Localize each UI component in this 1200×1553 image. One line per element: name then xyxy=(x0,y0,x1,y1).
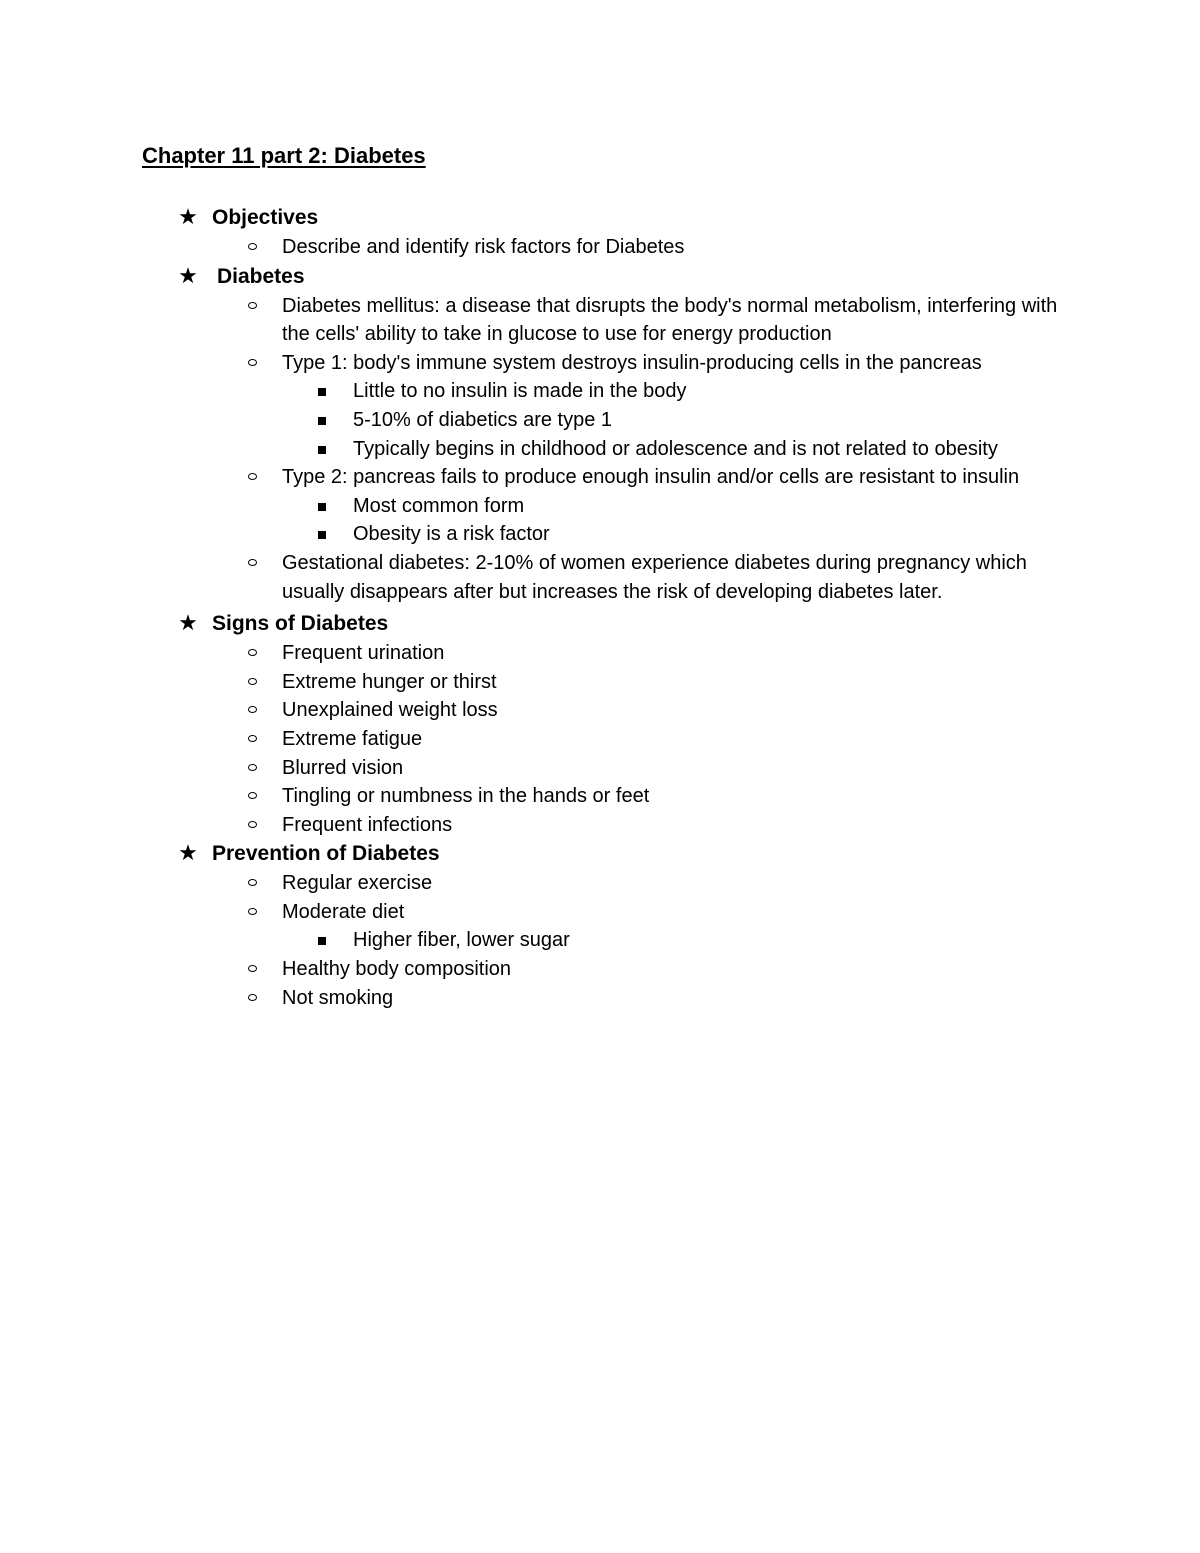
circle-bullet-icon xyxy=(248,243,257,250)
sub-list-item-text: Higher fiber, lower sugar xyxy=(353,929,570,952)
list-item xyxy=(0,984,1072,1013)
list-item-text: Blurred vision xyxy=(282,756,404,779)
section-items xyxy=(0,292,1200,607)
list-item-text: Not smoking xyxy=(282,986,394,1009)
list-item-text: Healthy body composition xyxy=(282,958,512,981)
list-item-text: Type 2: pancreas fails to produce enough insulin and/or cells are resistant to insulin xyxy=(282,466,1020,489)
list-item xyxy=(0,754,1072,783)
list-item xyxy=(0,955,1072,984)
section-prevention-of-diabetes xyxy=(0,839,1200,1012)
sub-list xyxy=(282,492,1072,549)
list-item-text: Diabetes mellitus: a disease that disrupts the body's normal metabolism, interfering with the cells' ability to take in glucose to use for energy production xyxy=(282,294,1058,346)
star-bullet-icon: ★ xyxy=(178,205,198,230)
list-item-text: Tingling or numbness in the hands or feet xyxy=(282,785,650,808)
document-title: Chapter 11 part 2: Diabetes xyxy=(142,143,426,168)
square-bullet-icon xyxy=(318,531,326,539)
circle-bullet-icon xyxy=(248,764,257,771)
sub-list-item-text: Little to no insulin is made in the body xyxy=(353,380,687,403)
sub-list-item xyxy=(0,435,1073,464)
section-heading: Prevention of Diabetes xyxy=(212,842,440,866)
circle-bullet-icon xyxy=(248,792,257,799)
list-item xyxy=(0,782,1072,811)
square-bullet-icon xyxy=(318,388,326,396)
square-bullet-icon xyxy=(318,937,326,945)
sub-list-item-text: Most common form xyxy=(353,494,525,517)
star-bullet-icon: ★ xyxy=(178,263,198,289)
list-item xyxy=(0,898,1072,955)
list-item-text: Moderate diet xyxy=(282,900,405,923)
sub-list-item xyxy=(0,377,1073,406)
sub-list xyxy=(282,377,1072,463)
section-items xyxy=(0,639,1200,839)
circle-bullet-icon xyxy=(248,559,257,566)
section-heading: Signs of Diabetes xyxy=(212,612,389,636)
circle-bullet-icon xyxy=(248,359,257,366)
circle-bullet-icon xyxy=(248,473,257,480)
star-bullet-icon: ★ xyxy=(178,611,198,637)
list-item xyxy=(0,668,1072,697)
list-item xyxy=(0,233,1072,262)
list-item xyxy=(0,696,1072,725)
list-item-text: Regular exercise xyxy=(282,872,433,895)
section-objectives xyxy=(0,203,1200,262)
list-item-text: Gestational diabetes: 2-10% of women experience diabetes during pregnancy which usually disappears after but increases the risk of developing diabetes later. xyxy=(282,551,1027,603)
list-item xyxy=(0,639,1072,668)
list-item xyxy=(0,549,1072,606)
circle-bullet-icon xyxy=(248,678,257,685)
list-item xyxy=(0,349,1072,463)
section-header xyxy=(0,262,1200,292)
list-item xyxy=(0,463,1072,549)
sub-list-item xyxy=(0,406,1073,435)
circle-bullet-icon xyxy=(248,735,257,742)
section-heading: Diabetes xyxy=(217,264,305,288)
square-bullet-icon xyxy=(318,446,326,454)
sub-list-item-text: Typically begins in childhood or adolescence and is not related to obesity xyxy=(353,437,998,460)
list-item-text: Frequent urination xyxy=(282,642,445,665)
section-header xyxy=(0,839,1200,869)
section-signs-of-diabetes xyxy=(0,609,1200,839)
list-item-text: Extreme hunger or thirst xyxy=(282,670,497,693)
list-item xyxy=(0,725,1072,754)
circle-bullet-icon xyxy=(248,706,257,713)
circle-bullet-icon xyxy=(248,965,257,972)
sub-list-item xyxy=(0,926,1073,955)
square-bullet-icon xyxy=(318,503,326,511)
circle-bullet-icon xyxy=(248,302,257,309)
list-item-text: Describe and identify risk factors for Diabetes xyxy=(282,236,685,258)
star-bullet-icon: ★ xyxy=(178,841,198,867)
list-item-text: Type 1: body's immune system destroys insulin-producing cells in the pancreas xyxy=(282,351,982,374)
sub-list-item-text: Obesity is a risk factor xyxy=(353,523,550,546)
list-item xyxy=(0,869,1072,898)
circle-bullet-icon xyxy=(248,994,257,1001)
sub-list-item-text: 5-10% of diabetics are type 1 xyxy=(353,408,613,431)
list-item xyxy=(0,811,1072,840)
section-items xyxy=(0,869,1200,1012)
square-bullet-icon xyxy=(318,417,326,425)
circle-bullet-icon xyxy=(248,908,257,915)
outline-list xyxy=(0,203,1200,1012)
list-item-text: Extreme fatigue xyxy=(282,727,423,750)
sub-list-item xyxy=(0,520,1073,549)
circle-bullet-icon xyxy=(248,879,257,886)
section-header xyxy=(0,203,1200,233)
section-header xyxy=(0,609,1200,639)
sub-list-item xyxy=(0,492,1073,521)
section-heading: Objectives xyxy=(212,206,319,229)
section-items xyxy=(0,233,1200,262)
list-item-text: Unexplained weight loss xyxy=(282,699,498,722)
list-item xyxy=(0,292,1072,349)
circle-bullet-icon xyxy=(248,649,257,656)
section-diabetes xyxy=(0,262,1200,607)
circle-bullet-icon xyxy=(248,821,257,828)
list-item-text: Frequent infections xyxy=(282,813,453,836)
sub-list xyxy=(282,926,1072,955)
